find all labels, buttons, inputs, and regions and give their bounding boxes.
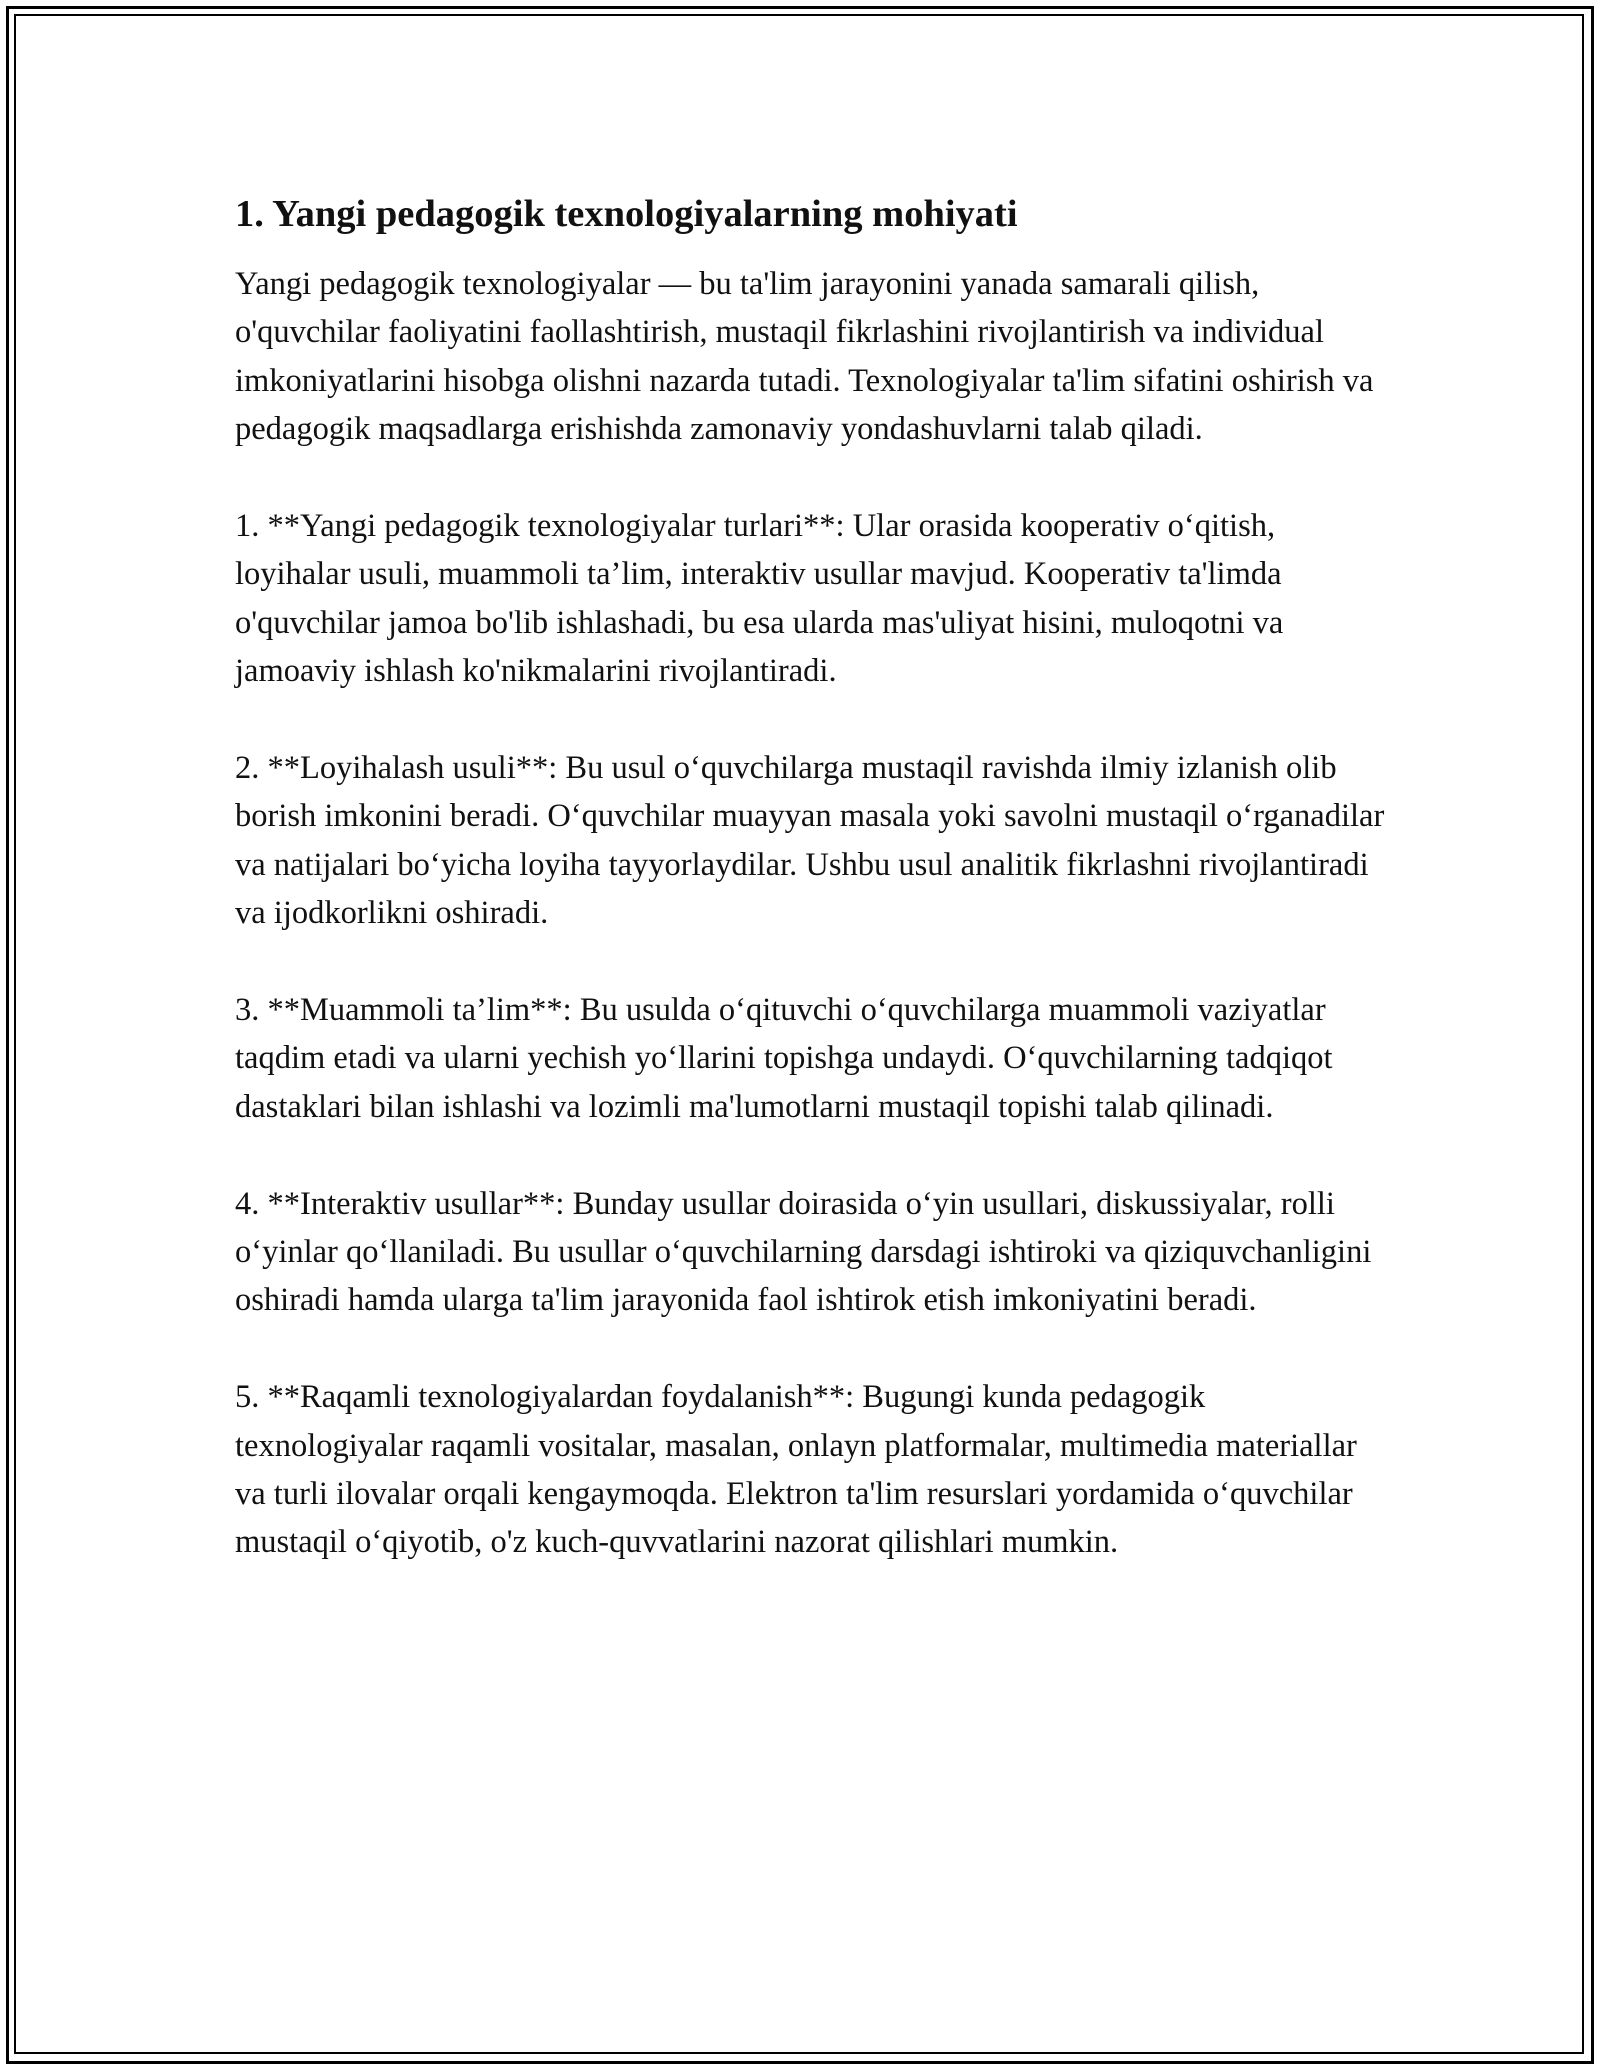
list-item-cooperative: 1. **Yangi pedagogik texnologiyalar turlari**: Ular orasida kooperativ o‘qitish, loyihalar usuli, muammoli ta’lim, interaktiv usullar mavjud. Kooperativ ta'limda o'quvchilar jamoa bo'lib ishlashadi, bu esa ularda mas'uliyat hisini, muloqotni va jamoaviy ishlash ko'nikmalarini rivojlantiradi.	[235, 508, 1284, 690]
list-item-project-method: 2. **Loyihalash usuli**: Bu usul o‘quvchilarga mustaqil ravishda ilmiy izlanish olib borish imkonini beradi. O‘quvchilar muayyan masala yoki savolni mustaqil o‘rganadilar va natijalari bo‘yicha loyiha tayyorlaydilar. Ushbu usul analitik fikrlashni rivojlantiradi va ijodkorlikni oshiradi.	[235, 750, 1385, 932]
section-title: 1. Yangi pedagogik texnologiyalarning mohiyati	[235, 193, 1018, 235]
document-body	[235, 188, 1385, 1615]
list-item-interactive-methods: 4. **Interaktiv usullar**: Bunday usullar doirasida o‘yin usullari, diskussiyalar, rolli o‘yinlar qo‘llaniladi. Bu usullar o‘quvchilarning darsdagi ishtiroki va qiziquvchanligini oshiradi hamda ularga ta'lim jarayonida faol ishtirok etish imkoniyatini beradi.	[235, 1185, 1372, 1319]
list-item-digital-technologies: 5. **Raqamli texnologiyalardan foydalanish**: Bugungi kunda pedagogik texnologiyalar raqamli vositalar, masalan, onlayn platformalar, multimedia materiallar va turli ilovalar orqali kengaymoqda. Elektron ta'lim resurslari yordamida o‘quvchilar mustaqil o‘qiyotib, o'z kuch-quvvatlarini nazorat qilishlari mumkin.	[235, 1379, 1357, 1561]
list-item-problem-learning: 3. **Muammoli ta’lim**: Bu usulda o‘qituvchi o‘quvchilarga muammoli vaziyatlar taqdim etadi va ularni yechish yo‘llarini topishga undaydi. O‘quvchilarning tadqiqot dastaklari bilan ishlashi va lozimli ma'lumotlarni mustaqil topishi talab qilinadi.	[235, 992, 1333, 1125]
intro-paragraph: Yangi pedagogik texnologiyalar — bu ta'lim jarayonini yanada samarali qilish, o'quvchilar faoliyatini faollashtirish, mustaqil fikrlashini rivojlantirish va individual imkoniyatlarini hisobga olishni nazarda tutadi. Texnologiyalar ta'lim sifatini oshirish va pedagogik maqsadlarga erishishda zamonaviy yondashuvlarni talab qiladi.	[235, 266, 1374, 448]
